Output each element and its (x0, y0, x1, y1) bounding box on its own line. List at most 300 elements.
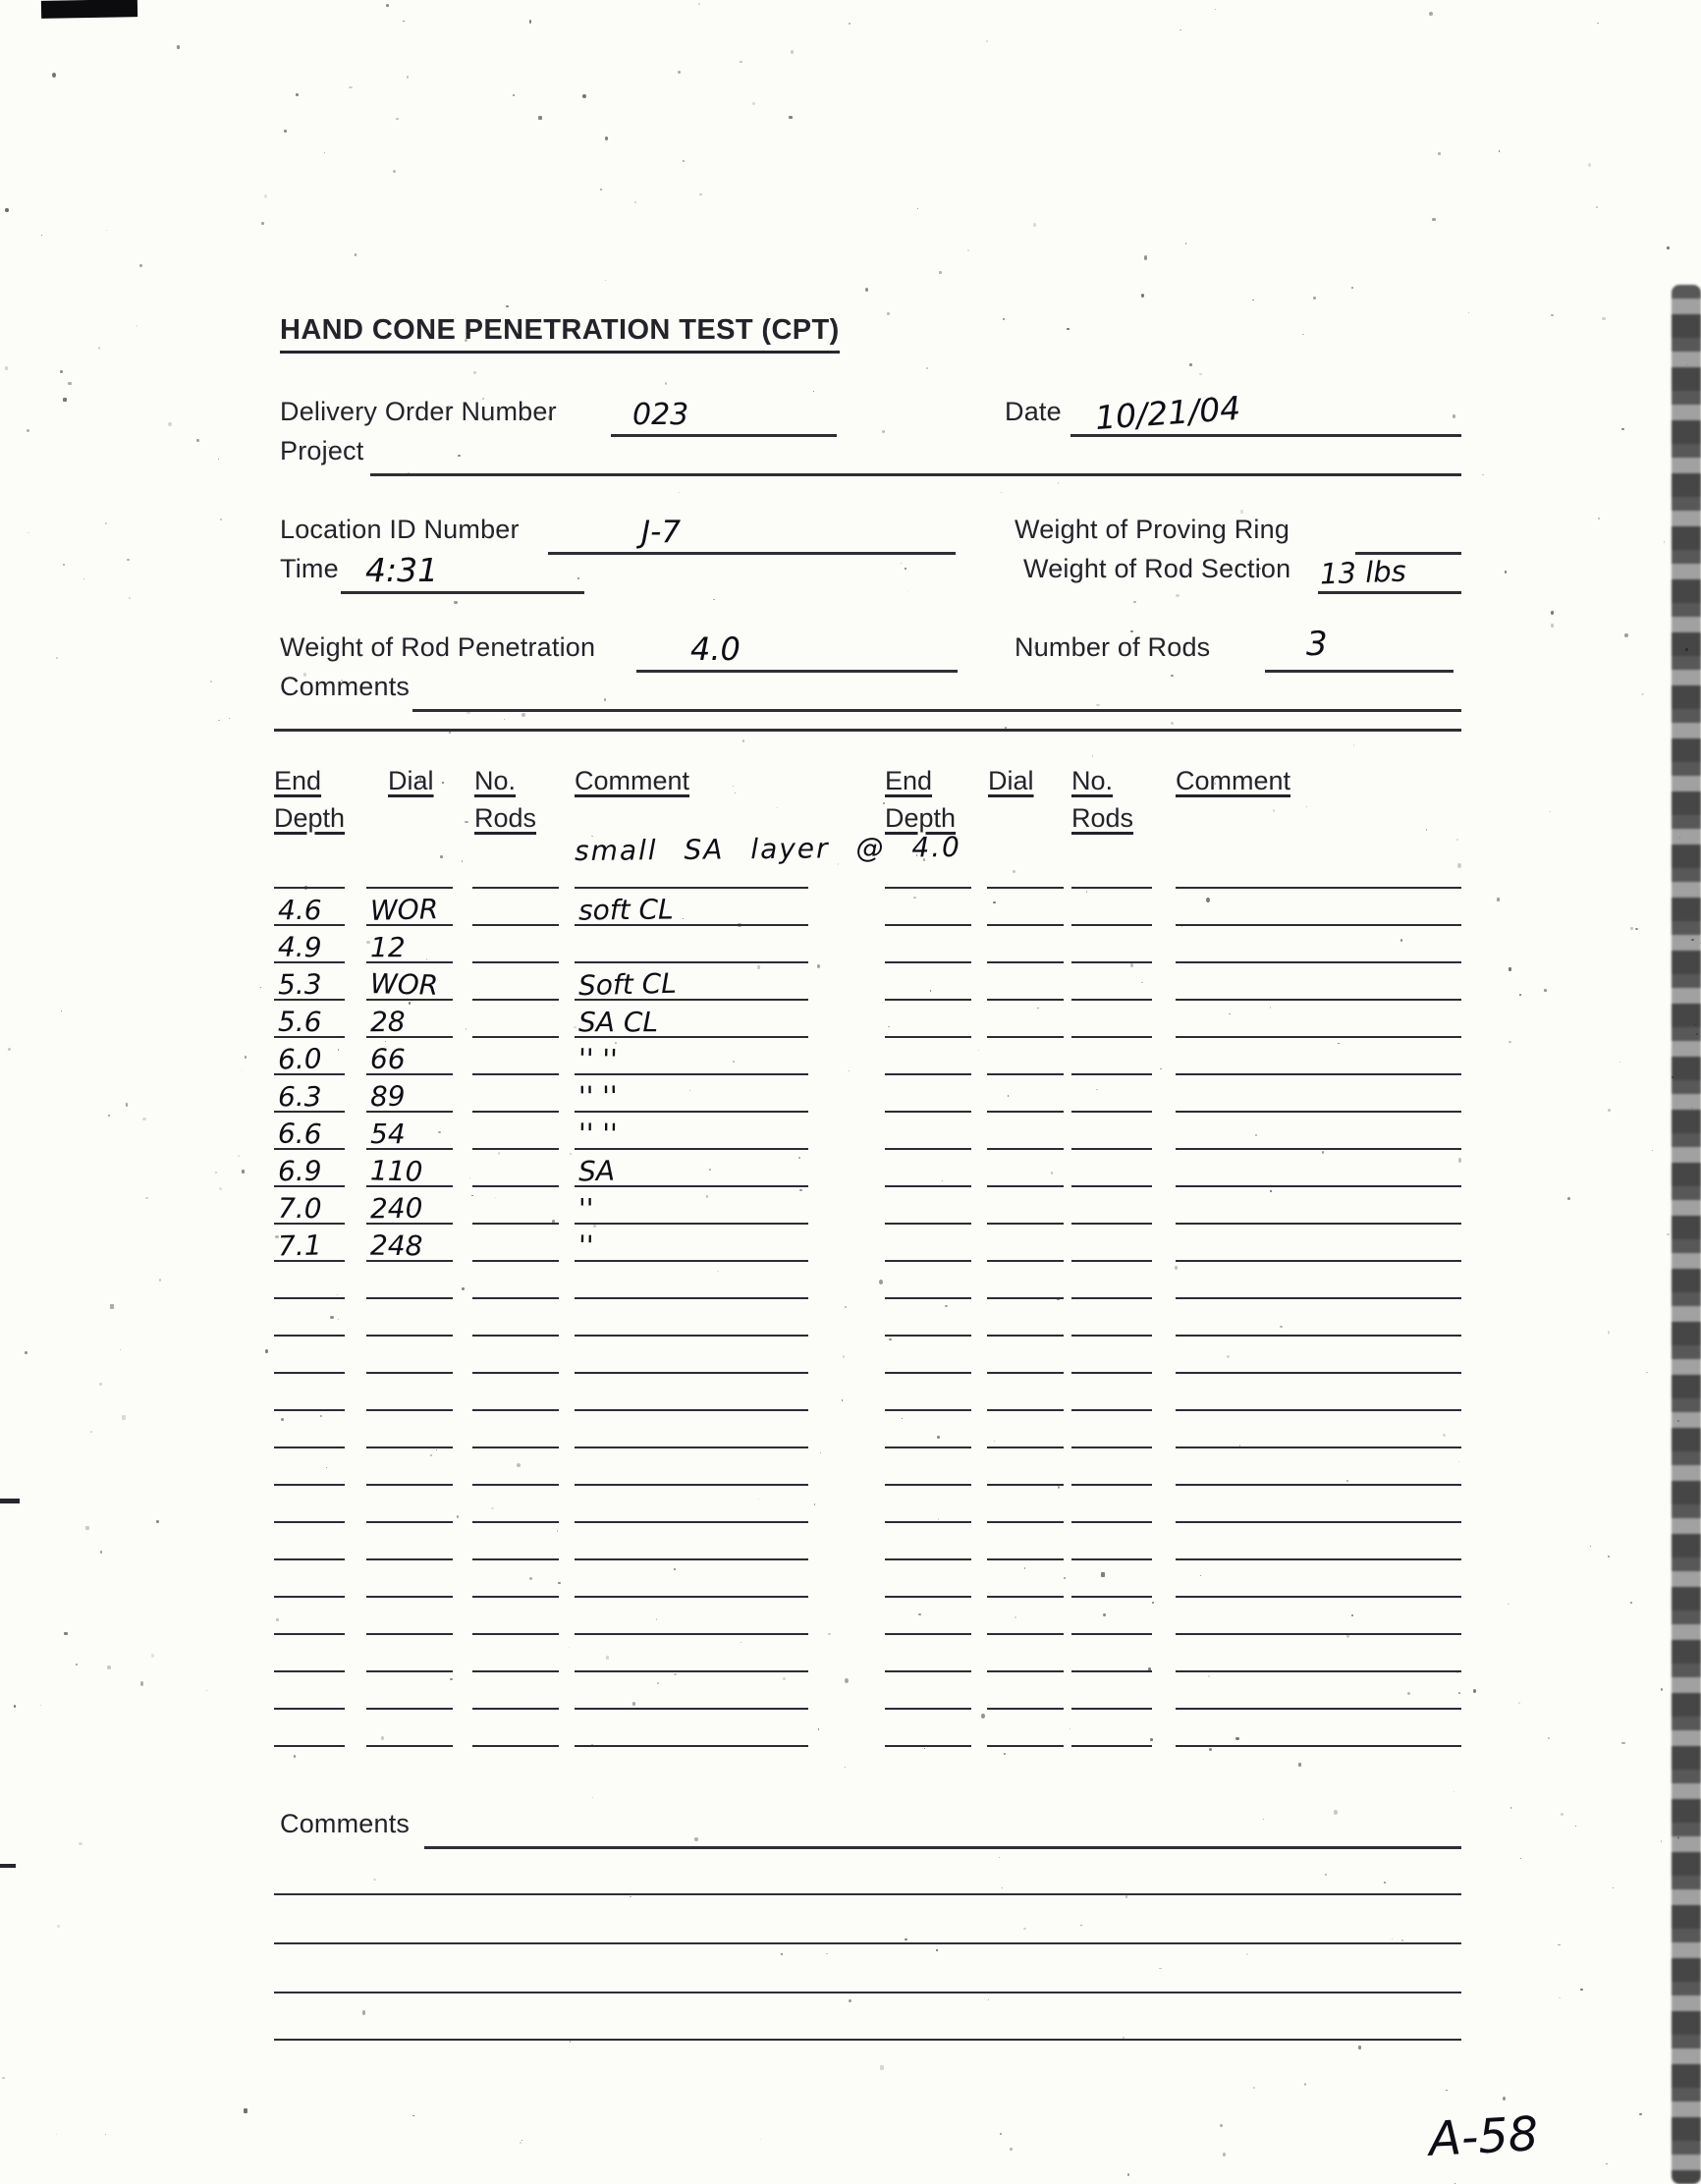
proving-ring-label: Weight of Proving Ring (1015, 515, 1290, 544)
delivery-order-value: 023 (632, 398, 689, 432)
no-rods-cell (472, 1073, 559, 1113)
scan-artifact-left-dash (0, 1864, 16, 1868)
dial-cell-right (987, 1223, 1064, 1262)
comment-cell (575, 849, 808, 889)
noise-dot (1548, 1737, 1550, 1739)
comments-field (412, 672, 1461, 712)
handwritten-depth: 4.9 (277, 930, 322, 964)
noise-dot (324, 152, 326, 154)
comment-cell-right (1176, 1036, 1461, 1075)
proving-ring-field (1355, 515, 1461, 555)
noise-dot (924, 1748, 925, 1749)
rod-penetration-label: Weight of Rod Penetration (280, 632, 596, 662)
noise-dot (1004, 1753, 1006, 1755)
delivery-order-label: Delivery Order Number (280, 397, 557, 426)
noise-dot (570, 2041, 571, 2043)
noise-dot (76, 1664, 78, 1665)
noise-dot (513, 94, 515, 96)
noise-dot (1171, 722, 1174, 725)
noise-dot (776, 807, 777, 808)
end-depth-cell (274, 1036, 345, 1075)
number-of-rods-value: 3 (1306, 625, 1328, 664)
noise-dot (242, 1170, 245, 1174)
no-rods-cell (472, 1297, 559, 1337)
col-header-no-left: No. (474, 766, 517, 795)
noise-dot (177, 45, 180, 49)
noise-dot (1384, 1882, 1386, 1884)
comment-cell (575, 1558, 808, 1598)
noise-dot (159, 1279, 161, 1282)
table-row (274, 1596, 1461, 1633)
end-depth-cell (274, 1260, 345, 1299)
end-depth-cell-right (885, 1260, 971, 1299)
noise-dot (449, 732, 451, 734)
noise-dot (1199, 373, 1202, 376)
noise-dot (151, 1654, 155, 1658)
table-row (274, 1708, 1461, 1745)
time-value: 4:31 (365, 551, 439, 589)
noise-dot (1661, 1840, 1663, 1842)
noise-dot (1667, 1233, 1670, 1235)
noise-dot (1580, 1989, 1582, 1992)
noise-dot (1598, 518, 1600, 519)
noise-dot (129, 597, 131, 599)
noise-dot (1561, 1813, 1564, 1816)
noise-dot (1127, 2173, 1130, 2176)
handwritten-depth: 7.0 (277, 1191, 322, 1226)
noise-dot (126, 1103, 129, 1107)
table-row (274, 1223, 1461, 1263)
noise-dot (64, 1632, 68, 1636)
noise-dot (412, 2115, 414, 2116)
noise-dot (967, 249, 968, 251)
noise-dot (145, 1197, 148, 1200)
noise-dot (355, 253, 357, 256)
noise-dot (107, 1665, 111, 1669)
end-depth-cell-right (885, 1223, 971, 1262)
noise-dot (110, 1304, 114, 1309)
footer-comments-field (424, 1809, 1461, 1849)
handwritten-comment: '' '' (577, 1079, 618, 1114)
dial-cell (366, 1335, 453, 1374)
handwritten-comment: SA CL (578, 1006, 658, 1038)
noise-dot (1588, 163, 1591, 167)
noise-dot (887, 312, 890, 315)
noise-dot (1630, 927, 1634, 930)
comment-cell-right (1176, 1148, 1461, 1187)
noise-dot (1302, 334, 1304, 335)
time-field (341, 551, 584, 594)
end-depth-cell (274, 924, 345, 963)
noise-dot (1596, 206, 1598, 207)
noise-dot (1159, 1968, 1162, 1970)
no-rods-cell-right (1071, 1670, 1152, 1710)
noise-dot (296, 93, 298, 96)
handwritten-dial: WOR (369, 967, 439, 1002)
no-rods-cell-right (1071, 1297, 1152, 1337)
dial-cell (366, 1036, 453, 1075)
noise-dot (679, 492, 680, 493)
handwritten-depth: 6.3 (278, 1080, 322, 1113)
end-depth-cell-right (885, 1708, 971, 1747)
noise-dot (1608, 1109, 1612, 1112)
date-label: Date (1005, 397, 1062, 426)
comment-cell-right (1176, 1223, 1461, 1262)
number-of-rods-field (1265, 625, 1454, 673)
handwritten-comment: '' (578, 1192, 594, 1225)
comment-cell (575, 1111, 808, 1150)
comment-cell (575, 1036, 808, 1075)
no-rods-cell-right (1071, 1558, 1152, 1598)
noise-dot (826, 1953, 828, 1954)
comment-cell (575, 1073, 808, 1113)
noise-dot (1220, 2124, 1223, 2127)
noise-dot (1667, 246, 1669, 249)
end-depth-cell (274, 1708, 345, 1747)
noise-dot (849, 23, 850, 25)
dial-cell (366, 887, 453, 926)
no-rods-cell (472, 1447, 559, 1486)
comment-cell-right (1176, 1447, 1461, 1486)
end-depth-cell-right (885, 1335, 971, 1374)
noise-dot (454, 601, 457, 605)
table-row (274, 924, 1461, 964)
end-depth-cell (274, 1073, 345, 1113)
noise-dot (2, 2077, 5, 2079)
noise-dot (926, 367, 928, 370)
end-depth-cell-right (885, 1633, 971, 1672)
comment-cell (575, 1260, 808, 1299)
dial-cell (366, 1260, 453, 1299)
dial-cell-right (987, 1670, 1064, 1710)
noise-dot (880, 2065, 884, 2069)
dial-cell (366, 961, 453, 1001)
noise-dot (238, 1155, 240, 1156)
dial-cell-right (987, 1148, 1064, 1187)
noise-dot (260, 987, 261, 988)
table-row (274, 887, 1461, 927)
no-rods-cell (472, 1335, 559, 1374)
no-rods-cell (472, 1260, 559, 1299)
no-rods-cell-right (1071, 1447, 1152, 1486)
comment-cell (575, 1372, 808, 1411)
noise-dot (849, 1999, 851, 2002)
end-depth-cell (274, 1148, 345, 1187)
no-rods-cell-right (1071, 1335, 1152, 1374)
noise-dot (41, 235, 42, 237)
rod-section-value: 13 lbs (1319, 554, 1407, 591)
noise-dot (265, 1349, 268, 1353)
noise-dot (1429, 12, 1433, 16)
noise-dot (521, 713, 524, 717)
noise-dot (108, 1115, 110, 1117)
noise-dot (678, 71, 681, 75)
end-depth-cell-right (885, 961, 971, 1001)
col-header-rods-left: Rods (474, 803, 537, 833)
scan-artifact-right-edge (1672, 285, 1701, 2184)
noise-dot (1508, 1604, 1509, 1605)
noise-dot (1509, 1041, 1511, 1043)
noise-dot (206, 1690, 207, 1691)
no-rods-cell-right (1071, 1409, 1152, 1448)
noise-dot (882, 430, 885, 433)
comment-cell-right (1176, 1335, 1461, 1374)
scan-artifact-left-dash (0, 1499, 20, 1503)
noise-dot (1518, 1702, 1521, 1704)
comment-cell (575, 1633, 808, 1672)
handwritten-depth: 6.9 (277, 1154, 322, 1188)
noise-dot (1125, 1895, 1127, 1898)
noise-dot (907, 590, 909, 592)
comment-cell-right (1176, 1073, 1461, 1113)
noise-dot (1621, 428, 1624, 430)
noise-dot (215, 1172, 217, 1174)
noise-dot (1209, 1748, 1212, 1751)
rod-penetration-field (636, 632, 958, 673)
handwritten-dial: 240 (369, 1191, 423, 1226)
noise-dot (1325, 1874, 1327, 1877)
end-depth-cell (274, 1335, 345, 1374)
comment-cell (575, 1185, 808, 1225)
comment-cell (575, 887, 808, 926)
noise-dot (1253, 2087, 1256, 2090)
noise-dot (218, 459, 219, 460)
no-rods-cell-right (1071, 1633, 1152, 1672)
noise-dot (386, 4, 390, 7)
noise-dot (1519, 994, 1520, 996)
noise-dot (245, 1056, 247, 1059)
comments-line (274, 1942, 1461, 1944)
noise-dot (229, 718, 230, 719)
noise-dot (1652, 1150, 1653, 1151)
noise-dot (1392, 1938, 1393, 1939)
rod-penetration-value: 4.0 (690, 630, 741, 668)
noise-dot (106, 230, 108, 231)
noise-dot (1003, 318, 1005, 320)
dial-cell (366, 1670, 453, 1710)
noise-dot (52, 73, 56, 78)
comment-cell-right (1176, 887, 1461, 926)
no-rods-cell (472, 1596, 559, 1635)
col-header-dial-right: Dial (988, 766, 1034, 795)
end-depth-cell-right (885, 887, 971, 926)
no-rods-cell (472, 849, 559, 889)
noise-dot (56, 657, 58, 659)
comment-cell (575, 924, 808, 963)
table-row (274, 1372, 1461, 1409)
no-rods-cell (472, 1223, 559, 1262)
handwritten-dial: 110 (369, 1154, 423, 1188)
noise-dot (1510, 1807, 1512, 1809)
project-field (370, 436, 1461, 476)
end-depth-cell (274, 1484, 345, 1523)
dial-cell-right (987, 1596, 1064, 1635)
end-depth-cell (274, 1185, 345, 1225)
no-rods-cell (472, 1670, 559, 1710)
dial-cell (366, 1223, 453, 1262)
comments-line (274, 1893, 1461, 1895)
noise-dot (210, 681, 212, 682)
date-value: 10/21/04 (1093, 388, 1242, 438)
table-row (274, 1558, 1461, 1596)
table-row (274, 1185, 1461, 1226)
noise-dot (521, 2140, 522, 2141)
noise-dot (219, 1187, 222, 1190)
noise-dot (218, 720, 220, 722)
handwritten-comment: Soft CL (577, 966, 678, 1003)
end-depth-cell-right (885, 924, 971, 963)
dial-cell-right (987, 961, 1064, 1001)
noise-dot (538, 116, 542, 121)
noise-dot (1520, 1858, 1521, 1859)
col-header-comment-right: Comment (1176, 766, 1291, 795)
noise-dot (1273, 809, 1276, 812)
dial-cell-right (987, 1372, 1064, 1411)
noise-dot (1630, 1602, 1632, 1604)
no-rods-cell-right (1071, 1111, 1152, 1150)
dial-cell (366, 1708, 453, 1747)
col-header-end-right: End (885, 766, 933, 795)
end-depth-cell (274, 1372, 345, 1411)
noise-dot (905, 568, 906, 570)
noise-dot (634, 201, 636, 203)
comment-cell-right (1176, 1185, 1461, 1225)
no-rods-cell-right (1071, 1223, 1152, 1262)
dial-cell-right (987, 1185, 1064, 1225)
noise-dot (168, 422, 172, 427)
dial-cell (366, 1484, 453, 1523)
no-rods-cell-right (1071, 1521, 1152, 1560)
noise-dot (1608, 1331, 1611, 1335)
noise-dot (1001, 492, 1002, 493)
noise-dot (789, 116, 793, 119)
end-depth-cell (274, 1111, 345, 1150)
noise-dot (5, 208, 8, 213)
no-rods-cell (472, 1372, 559, 1411)
noise-dot (760, 2139, 761, 2140)
rod-section-field (1318, 554, 1461, 594)
comment-cell-right (1176, 1409, 1461, 1448)
table-row (274, 1260, 1461, 1297)
noise-dot (1304, 2083, 1307, 2086)
dial-cell-right (987, 1633, 1064, 1672)
no-rods-cell (472, 1708, 559, 1747)
noise-dot (294, 1755, 296, 1758)
noise-dot (63, 398, 67, 402)
noise-dot (68, 382, 71, 385)
handwritten-comment: '' '' (577, 1042, 619, 1076)
noise-dot (465, 821, 468, 824)
noise-dot (936, 1949, 938, 1951)
handwritten-comment: SA (577, 1154, 616, 1188)
noise-dot (600, 189, 602, 191)
comment-cell (575, 1409, 808, 1448)
noise-dot (1635, 928, 1638, 930)
col-header-dial-left: Dial (388, 766, 434, 795)
comment-cell-right (1176, 961, 1461, 1001)
end-depth-cell-right (885, 1148, 971, 1187)
noise-dot (56, 2134, 58, 2136)
no-rods-cell-right (1071, 1260, 1152, 1299)
comment-cell-right (1176, 1521, 1461, 1560)
end-depth-cell (274, 1558, 345, 1598)
noise-dot (1646, 1372, 1648, 1373)
comment-cell-right (1176, 1670, 1461, 1710)
noise-dot (40, 1705, 41, 1706)
noise-dot (1482, 474, 1485, 476)
noise-dot (939, 271, 942, 274)
end-depth-cell (274, 999, 345, 1038)
noise-dot (1176, 594, 1179, 597)
noise-dot (683, 160, 686, 162)
noise-dot (1189, 363, 1192, 366)
noise-dot (1000, 2133, 1002, 2135)
handwritten-dial: 89 (369, 1079, 407, 1114)
noise-dot (1606, 2163, 1608, 2165)
no-rods-cell-right (1071, 1596, 1152, 1635)
dial-cell-right (987, 1036, 1064, 1075)
noise-dot (5, 366, 9, 370)
no-rods-cell-right (1071, 1484, 1152, 1523)
noise-dot (105, 2134, 106, 2135)
end-depth-cell-right (885, 1596, 971, 1635)
rod-section-label: Weight of Rod Section (1023, 554, 1291, 583)
dial-cell-right (987, 1111, 1064, 1150)
noise-dot (1144, 255, 1147, 259)
no-rods-cell (472, 1409, 559, 1448)
dial-cell-right (987, 1297, 1064, 1337)
end-depth-cell (274, 1670, 345, 1710)
no-rods-cell-right (1071, 1148, 1152, 1187)
handwritten-dial: 12 (370, 931, 406, 963)
noise-dot (105, 522, 107, 524)
dial-cell (366, 1297, 453, 1337)
number-of-rods-label: Number of Rods (1015, 632, 1211, 662)
end-depth-cell (274, 1521, 345, 1560)
noise-dot (14, 1705, 17, 1707)
dial-cell-right (987, 924, 1064, 963)
noise-dot (1252, 300, 1254, 301)
noise-dot (1575, 1826, 1576, 1827)
table-row (274, 1335, 1461, 1372)
table-row (274, 849, 1461, 887)
footer-comments-label: Comments (280, 1809, 411, 1838)
noise-dot (1432, 218, 1435, 222)
col-header-comment-left: Comment (575, 766, 690, 795)
table-row (274, 1073, 1461, 1114)
noise-dot (137, 325, 138, 327)
form-title: HAND CONE PENETRATION TEST (CPT) (280, 314, 840, 354)
col-header-depth-left: Depth (274, 803, 346, 833)
dial-cell (366, 1111, 453, 1150)
no-rods-cell (472, 1148, 559, 1187)
noise-dot (592, 1797, 593, 1799)
noise-dot (1551, 624, 1555, 628)
noise-dot (99, 1383, 102, 1386)
noise-dot (60, 370, 63, 373)
comment-cell-right (1176, 1111, 1461, 1150)
table-row (274, 1633, 1461, 1670)
noise-dot (25, 1351, 27, 1354)
noise-dot (63, 564, 65, 567)
noise-dot (1551, 611, 1555, 615)
noise-dot (1353, 744, 1355, 746)
noise-dot (261, 222, 265, 225)
noise-dot (504, 719, 505, 720)
noise-dot (845, 1767, 846, 1768)
dial-cell (366, 999, 453, 1038)
no-rods-cell (472, 1558, 559, 1598)
